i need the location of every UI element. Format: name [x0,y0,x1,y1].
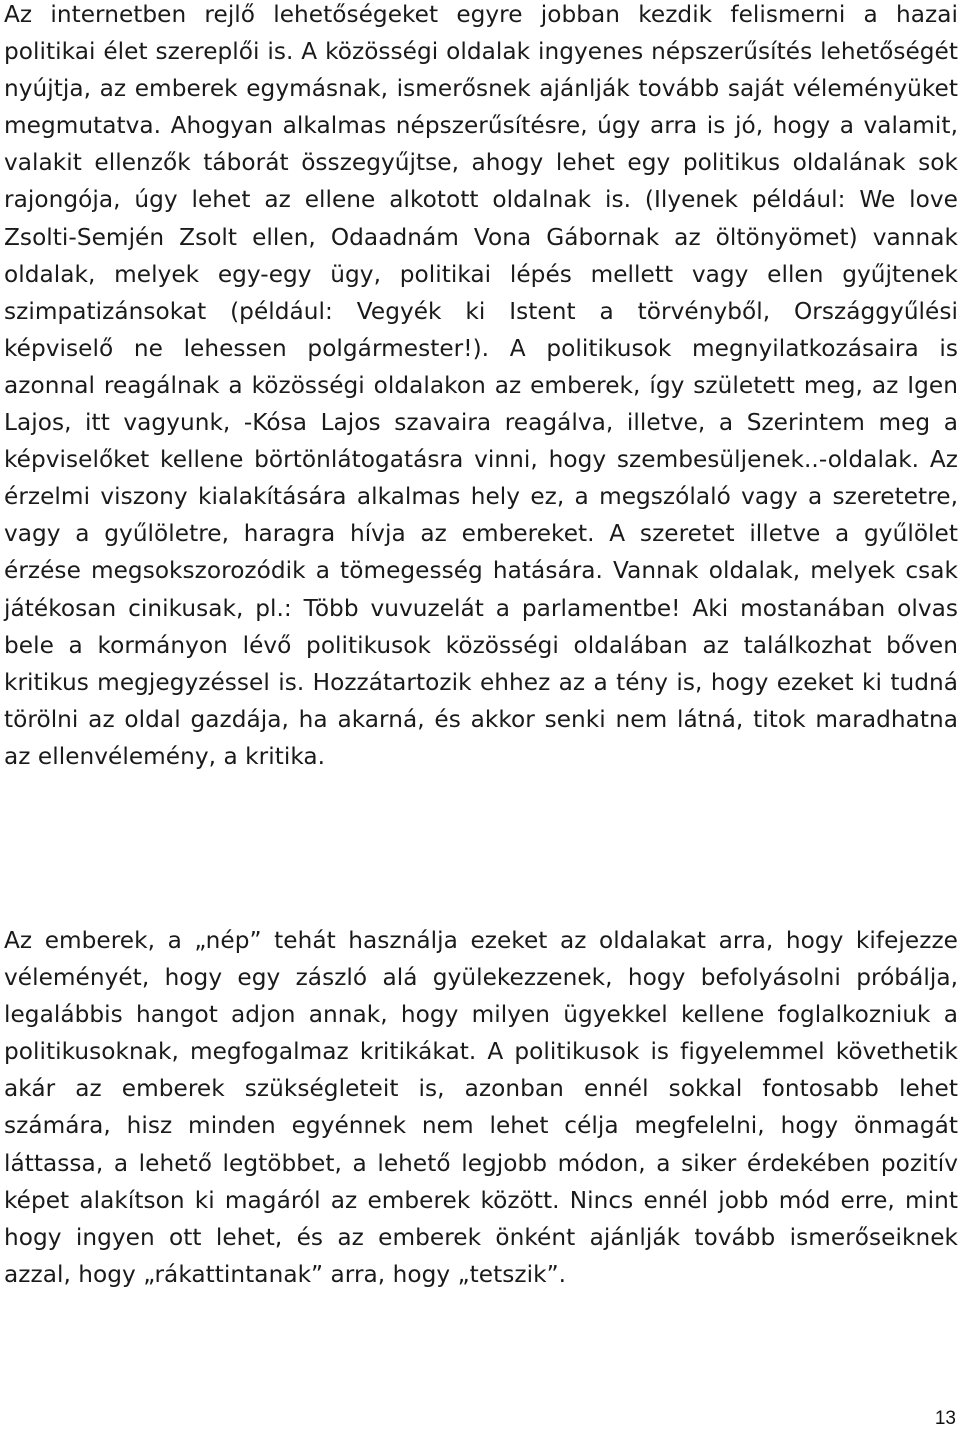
page-number: 13 [934,1408,956,1429]
paragraph-1: Az internetben rejlő lehetőségeket egyre jobban kezdik felismerni a hazai politikai élet szereplői is. A közösségi oldalak ingyenes népszerűsítés lehetőségét nyújtja, az emberek egymásnak, ismerősnek ajánlják tovább saját véleményüket megmutatva. Ahogyan alkalmas népszerűsítésre, úgy arra is jó, hogy a valamit, valakit ellenzők táborát összegyűjtse, ahogy lehet egy politikus oldalának sok rajongója, úgy lehet az ellene alkotott oldalnak is. (Ilyenek például: We love Zsolti-Semjén Zsolt ellen, Odaadnám Vona Gábornak az öltönyömet) vannak oldalak, melyek egy-egy ügy, politikai lépés mellett vagy ellen gyűjtenek szimpatizánsokat (például: Vegyék ki Istent a törvényből, Országgyűlési képviselő ne lehessen polgármester!). A politikusok megnyilatkozásaira is azonnal reagálnak a közösségi oldalakon az emberek, így született meg, az Igen Lajos, itt vagyunk, -Kósa Lajos szavaira reagálva, illetve, a Szerintem meg a képviselőket kellene börtönlátogatásra vinni, hogy szembesüljenek..-oldalak. Az érzelmi viszony kialakítására alkalmas hely ez, a megszólaló vagy a szeretetre, vagy a gyűlöletre, haragra hívja az embereket. A szeretet illetve a gyűlölet érzése megsokszorozódik a tömegesség hatására. Vannak oldalak, melyek csak játékosan cinikusak, pl.: Több vuvuzelát a parlamentbe! Aki mostanában olvas bele a kormányon lévő politikusok közösségi oldalában az találkozhat bőven kritikus megjegyzéssel is. Hozzátartozik ehhez az a tény is, hogy ezeket ki tudná törölni az oldal gazdája, ha akarná, és akkor senki nem látná, titok maradhatna az ellenvélemény, a kritika. [4,1,958,770]
paragraph-2: Az emberek, a „nép” tehát használja ezeket az oldalakat arra, hogy kifejezze véleményét, hogy egy zászló alá gyülekezzenek, hogy befolyásolni próbálja, legalábbis hangot adjon annak, hogy milyen ügyekkel kellene foglalkozniuk a politikusoknak, megfogalmaz kritikákat. A politikusok is figyelemmel követhetik akár az emberek szükségleteit is, azonban ennél sokkal fontosabb lehet számára, hisz minden egyénnek nem lehet célja megfelelni, hogy önmagát láttassa, a lehető legtöbbet, a lehető legjobb módon, a siker érdekében pozitív képet alakítson ki magáról az emberek között. Nincs ennél jobb mód erre, mint hogy ingyen ott lehet, és az emberek önként ajánlják tovább ismerőseiknek azzal, hogy „rákattintanak” arra, hogy „tetszik”. [4,927,958,1288]
